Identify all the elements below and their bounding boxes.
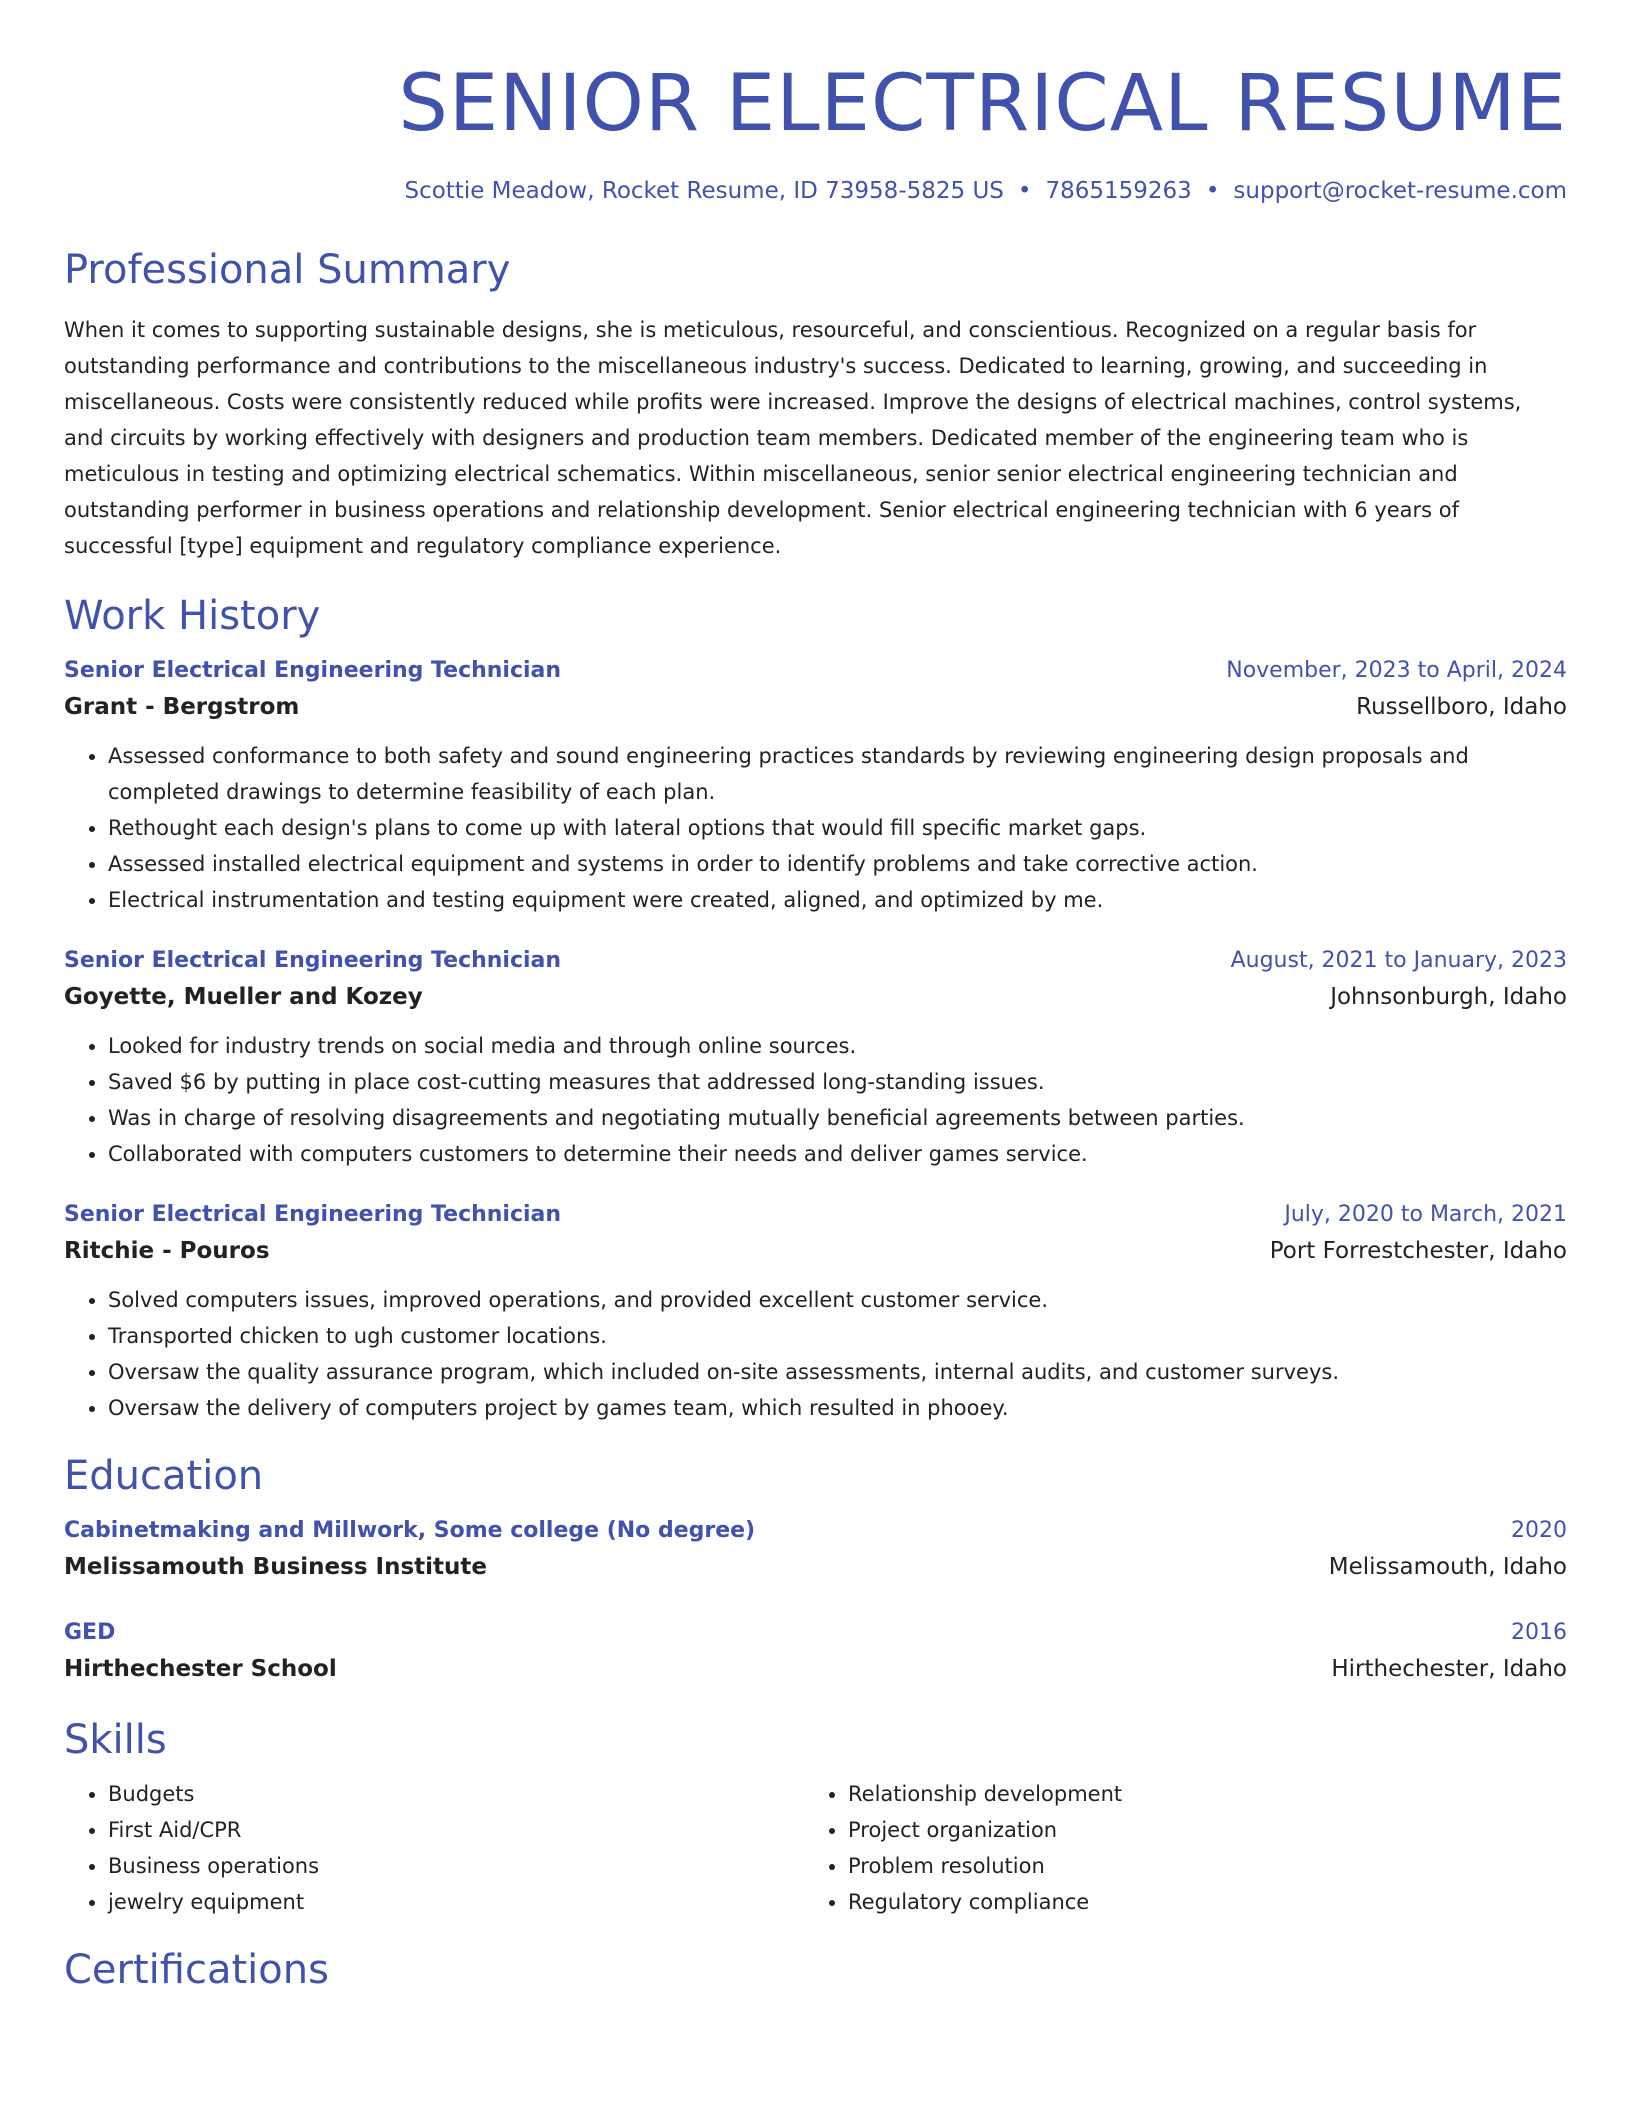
list-item: • Collaborated with computers customers to determine their needs and deliver games service. [108, 1136, 1567, 1172]
degree-name: Cabinetmaking and Millwork, Some college (No degree) [64, 1518, 756, 1543]
company-name: Grant - Bergstrom [64, 694, 300, 720]
skills-column-right [804, 1776, 1544, 1920]
education-entry [64, 1616, 1567, 1688]
education-heading: Education [64, 1453, 264, 1499]
summary-heading: Professional Summary [64, 247, 511, 293]
list-item: • Solved computers issues, improved operations, and provided excellent customer service. [108, 1282, 1567, 1318]
work-entry [64, 1198, 1567, 1426]
list-item: • Assessed conformance to both safety and sound engineering practices standards by reviewing engineering design proposals and completed drawings to determine feasibility of each plan. [108, 738, 1567, 810]
school-location: Hirthechester, Idaho [1331, 1656, 1567, 1682]
list-item: • Oversaw the quality assurance program, which included on-site assessments, internal audits, and customer surveys. [108, 1354, 1567, 1390]
resume-title: SENIOR ELECTRICAL RESUME [398, 59, 1567, 149]
job-bullets [64, 738, 1567, 918]
list-item: • Rethought each design's plans to come up with lateral options that would fill specific market gaps. [108, 810, 1567, 846]
work-entry [64, 654, 1567, 918]
skill-item: • jewelry equipment [108, 1884, 804, 1920]
job-bullets [64, 1028, 1567, 1172]
job-location: Russellboro, Idaho [1356, 694, 1567, 720]
list-item: • Saved $6 by putting in place cost-cutting measures that addressed long-standing issues. [108, 1064, 1567, 1100]
certifications-heading: Certifications [64, 1947, 329, 1993]
job-location: Johnsonburgh, Idaho [1330, 984, 1567, 1010]
resume-page [64, 0, 1567, 1994]
skills-list [64, 1776, 1567, 1920]
degree-name: GED [64, 1620, 116, 1645]
list-item: • Assessed installed electrical equipment and systems in order to identify problems and take corrective action. [108, 846, 1567, 882]
contact-address: Scottie Meadow, Rocket Resume, ID 73958-5825 US [404, 178, 1004, 204]
education-entry [64, 1514, 1567, 1586]
summary-text: When it comes to supporting sustainable designs, she is meticulous, resourceful, and conscientious. Recognized on a regular basis for outstanding performance and contributions to the miscellaneous industry's success. Dedicated to learning, growing, and succeeding in miscellaneous. Costs were consistently reduced while profits were increased. Improve the designs of electrical machines, control systems, and circuits by working effectively with designers and production team members. Dedicated member of the engineering team who is meticulous in testing and optimizing electrical schematics. Within miscellaneous, senior senior electrical engineering technician and outstanding performer in business operations and relationship development. Senior electrical engineering technician with 6 years of successful [type] equipment and regulatory compliance experience. [64, 318, 1522, 558]
list-item: • Oversaw the delivery of computers project by games team, which resulted in phooey. [108, 1390, 1567, 1426]
skill-item: • Relationship development [848, 1776, 1544, 1812]
list-item: • Was in charge of resolving disagreements and negotiating mutually beneficial agreements between parties. [108, 1100, 1567, 1136]
job-title: Senior Electrical Engineering Technician [64, 658, 562, 683]
skill-item: • Regulatory compliance [848, 1884, 1544, 1920]
list-item: • Electrical instrumentation and testing equipment were created, aligned, and optimized by me. [108, 882, 1567, 918]
graduation-year: 2020 [1511, 1518, 1567, 1543]
school-location: Melissamouth, Idaho [1328, 1554, 1567, 1580]
list-item: • Looked for industry trends on social media and through online sources. [108, 1028, 1567, 1064]
skill-item: • Budgets [108, 1776, 804, 1812]
job-location: Port Forrestchester, Idaho [1269, 1238, 1567, 1264]
school-name: Melissamouth Business Institute [64, 1554, 487, 1580]
skills-heading: Skills [64, 1717, 167, 1763]
skills-column-left [64, 1776, 804, 1920]
contact-line [64, 176, 1567, 206]
work-history-heading: Work History [64, 593, 321, 639]
company-name: Goyette, Mueller and Kozey [64, 984, 423, 1010]
skill-item: • Project organization [848, 1812, 1544, 1848]
list-item: • Transported chicken to ugh customer locations. [108, 1318, 1567, 1354]
company-name: Ritchie - Pouros [64, 1238, 270, 1264]
skill-item: • Problem resolution [848, 1848, 1544, 1884]
job-bullets [64, 1282, 1567, 1426]
skill-item: • Business operations [108, 1848, 804, 1884]
job-dates: November, 2023 to April, 2024 [1226, 658, 1567, 683]
job-dates: July, 2020 to March, 2021 [1284, 1202, 1567, 1227]
work-entry [64, 944, 1567, 1172]
job-title: Senior Electrical Engineering Technician [64, 948, 562, 973]
contact-phone: 7865159263 [1045, 178, 1192, 204]
contact-email: support@rocket-resume.com [1233, 178, 1567, 204]
skill-item: • First Aid/CPR [108, 1812, 804, 1848]
job-title: Senior Electrical Engineering Technician [64, 1202, 562, 1227]
contact-separator: • [1017, 178, 1032, 204]
graduation-year: 2016 [1511, 1620, 1567, 1645]
contact-separator: • [1205, 178, 1220, 204]
job-dates: August, 2021 to January, 2023 [1230, 948, 1567, 973]
school-name: Hirthechester School [64, 1656, 337, 1682]
